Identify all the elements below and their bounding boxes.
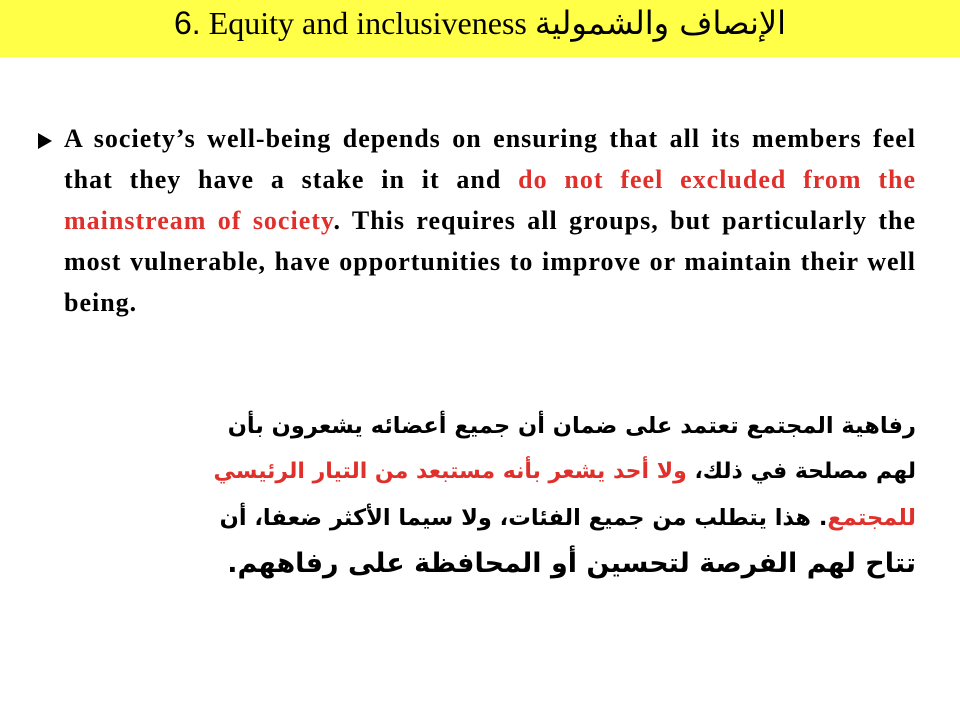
arabic-line-4: تتاح لهم الفرصة لتحسين أو المحافظة على رفاههم. [227, 548, 916, 579]
title-english: Equity and inclusiveness [208, 5, 527, 41]
slide-title [0, 0, 960, 46]
arabic-line-2 [214, 449, 916, 495]
english-bullet-text [64, 118, 916, 323]
arabic-line-3-highlight: للمجتمع [827, 505, 916, 531]
arabic-paragraph [214, 403, 916, 587]
english-text-part1: A society’s well-being depends on ensuring that all its members feel that they have a stake in it and [64, 124, 916, 194]
right-triangle-bullet-icon [36, 132, 54, 150]
arabic-line-3 [214, 495, 916, 541]
english-highlight: do not feel excluded from the mainstream of society [64, 165, 916, 235]
arabic-line-1: رفاهية المجتمع تعتمد على ضمان أن جميع أعضائه يشعرون بأن [227, 413, 916, 439]
title-arabic: الإنصاف والشمولية [534, 4, 786, 42]
arabic-line-2-text: لهم مصلحة في ذلك، [686, 459, 916, 484]
english-text-part2: . This requires all groups, but particularly the most vulnerable, have opportunities to improve or maintain their well being. [64, 206, 916, 317]
arabic-line-2-highlight: ولا أحد يشعر بأنه مستبعد من التيار الرئيسي [213, 459, 687, 484]
arabic-line-3-text: . هذا يتطلب من جميع الفئات، ولا سيما الأكثر ضعفا، أن [219, 505, 828, 531]
title-number: 6. [174, 5, 201, 41]
